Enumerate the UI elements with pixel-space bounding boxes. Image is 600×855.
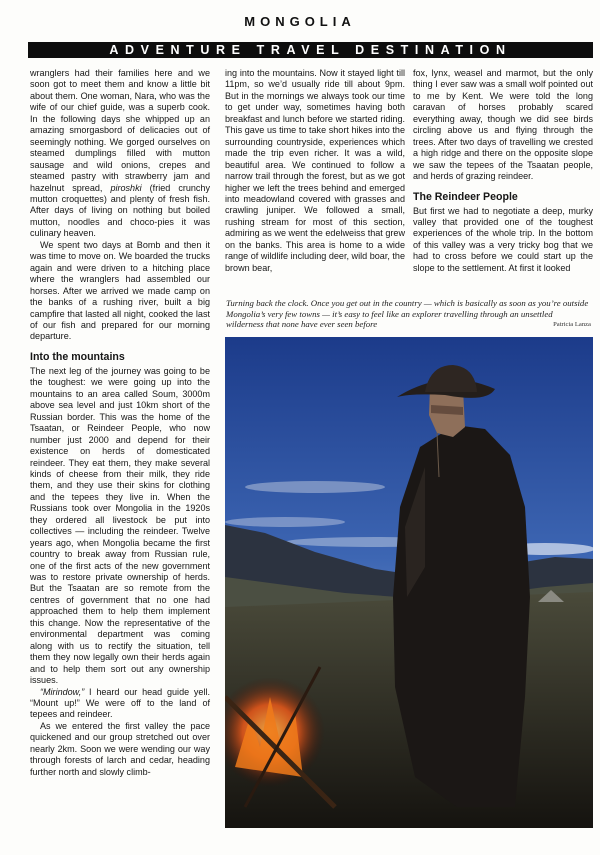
man-coat [393, 425, 530, 807]
subheading-into-the-mountains: Into the mountains [30, 350, 125, 363]
subheading-reindeer-people: The Reindeer People [413, 190, 518, 203]
paragraph: fox, lynx, weasel and marmot, but the only thing I ever saw was a small wolf pointed out to me by Kent. We were told the long caravan of horses probably scared everything away, though we did see birds circling above us and flying through the trees. After two days of travelling we crested a high ridge and there on the opposite slope we saw the tepees of the Tsaatan people, and herds of grazing reindeer. [413, 68, 593, 182]
article-column-1 [30, 68, 210, 778]
paragraph: ing into the mountains. Now it stayed light till 11pm, so we’d usually ride till about 9pm. But in the mornings we always took our time to get under way, sometimes having both breakfast and lunch before we started riding. This gave us time to take short hikes into the surrounding countryside, experiences which made the trip even richer. It was a wild, beautiful area. We continued to follow a narrow trail through the forest, but as we got higher we left the trees behind and emerged into meadowland covered with grasses and crawling juniper. We followed a small, rushing stream for most of this section, admiring as we went the edelweiss that grew on the banks. This area is home to a wide range of wildlife including deer, wild boar, the brown bear, [225, 68, 405, 273]
paragraph: The next leg of the journey was going to be the toughest: we were going up into the mountains to an area called Soum, 3000m above sea level and just 10km short of the Russian border. This was the home of the Tsaatan, or Reindeer People, who now number just 2000 and depend for their existence on herds of domesticated reindeer. They eat them, they make several kinds of cheese from their milk, they ride them, and they use their skins for clothing and the tepees they live in. When the Russians took over Mongolia in the 1920s they ordered all livestock be put into collectives — including the reindeer. Twelve years ago, when Mongolia became the first country to break away from Russian rule, one of the first acts of the new government was to restore private ownership of herds. But the Tsaatan are so remote from the centres of government that no one had approached them to help them implement this change. Now the representative of the environmental department was coming along with us to rectify the situation, tell them they now legally own their herds again and to help them sort out any ownership issues. [30, 365, 210, 686]
paragraph: But first we had to negotiate a deep, murky valley that provided one of the toughest experiences of the whole trip. In the bottom of this valley was a very tricky bog that we had to cross before we could start up the slope to the settlement. At first it looked [413, 205, 593, 273]
article-column-3 [413, 68, 593, 274]
photo-credit: Patricia Lanza [553, 321, 591, 328]
paragraph: We spent two days at Bomb and then it was time to move on. We boarded the trucks again and were driven to a hitching place where the wranglers had assembled our horses. After we arrived we made camp on the banks of a rushing river, built a big campfire that lasted all night, cooked the last of our fish and prepared for our morning departure. [30, 239, 210, 342]
photo-man-in-hat [225, 337, 593, 828]
cloud [245, 481, 385, 493]
section-title: MONGOLIA [244, 14, 356, 29]
cloud [225, 517, 345, 527]
article-column-2 [225, 68, 405, 274]
paragraph: wranglers had their families here and we soon got to meet them and know a little bit about them. One woman, Nara, who was the wife of our chief guide, was a superb cook. In the following days she whipped up an amazing smorgasbord of delicacies out of seemingly nothing. We gorged ourselves on steamed dumplings filled with mutton sausage and wild onions, crepes and steamed pastry with strawberry jam and hazelnut spread, piroshki (fried crunchy mutton croquettes) and plenty of fresh fish. After days of living on nothing but boiled mutton, noodles and choco-pies it was culinary heaven. [30, 68, 210, 239]
paragraph: As we entered the first valley the pace quickened and our group stretched out over nearly 2km. Soon we were wending our way through forests of larch and cedar, heading further north and slowly climb- [30, 720, 210, 777]
photo-caption: Turning back the clock. Once you get out in the country — which is basically as soon as you’re outside Mongolia’s very few towns — it’s easy to feel like an explorer travelling through an unsettled wilderness that none have ever seen before [226, 298, 589, 330]
photo-illustration [225, 337, 593, 828]
paragraph: “Mirindow,” I heard our head guide yell. “Mount up!” We were off to the land of tepees and reindeer. [30, 686, 210, 720]
section-banner: ADVENTURE TRAVEL DESTINATION [28, 42, 593, 58]
